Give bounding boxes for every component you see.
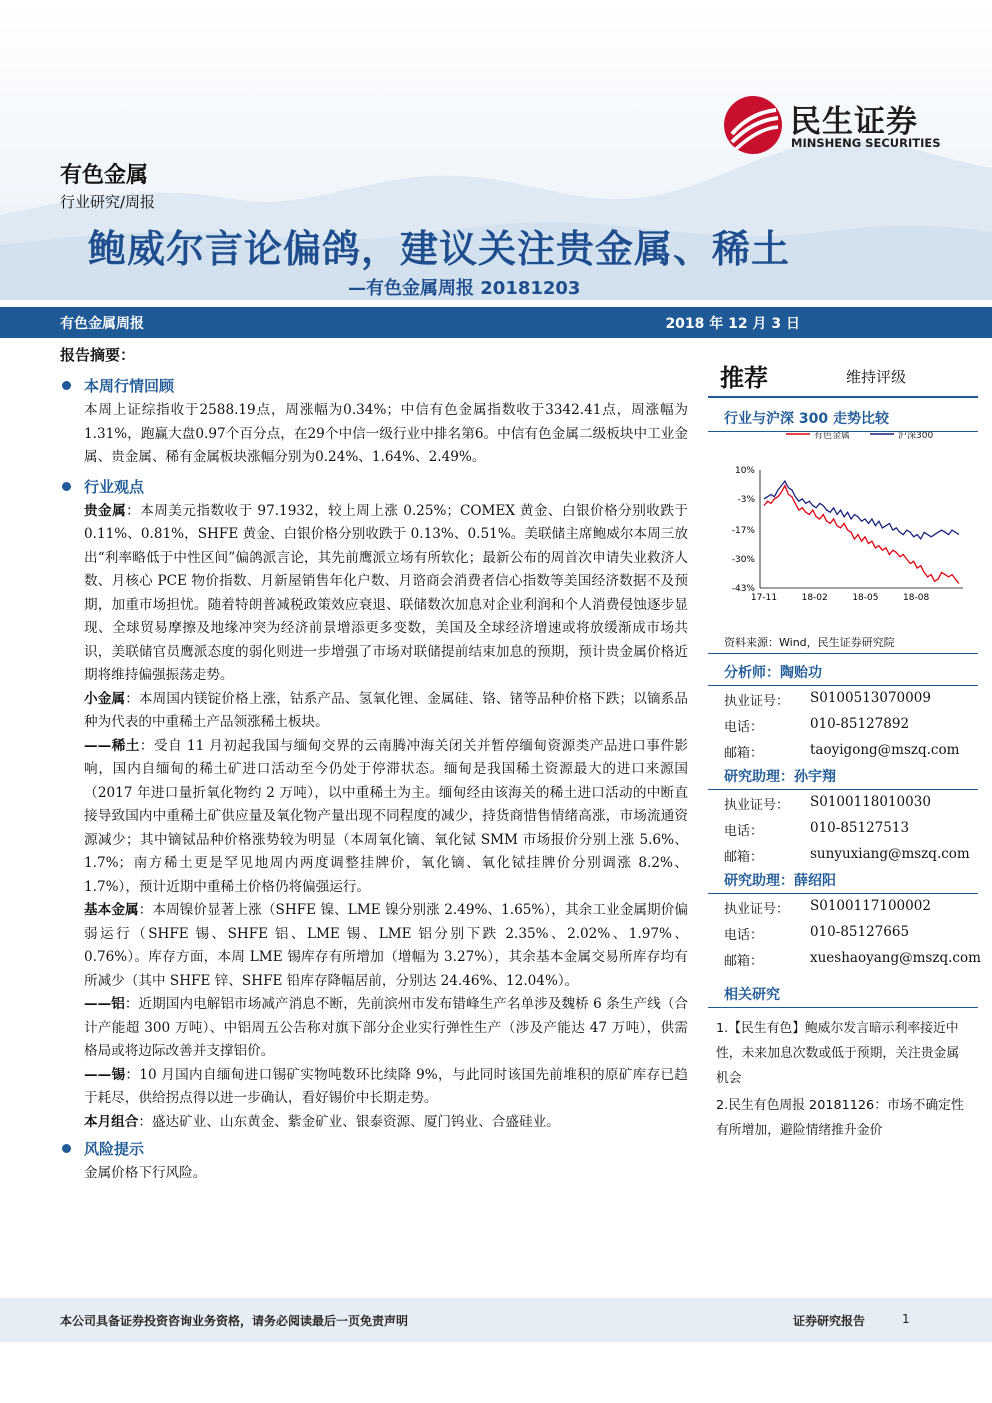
- logo-mark-icon: [722, 94, 784, 156]
- section-industry-view: 行业观点: [60, 474, 690, 500]
- para-aluminum: ——铝：近期国内电解铝市场减产消息不断，先前滨州市发布错峰生产名单涉及魏桥 6 条生产线（合计产能超 300 万吨）、中铝周五公告称对旗下部分企业实行弹性生产（涉及产能达 47 万吨），供需格局或将边际改善并支撑铝价。: [84, 996, 688, 1059]
- related-heading: 相关研究: [708, 982, 978, 1008]
- x-tick-label: 17-11: [750, 593, 778, 603]
- analyst1-email: 邮箱： taoyigong@mszq.com: [724, 742, 960, 761]
- analyst1-phone: 电话： 010-85127892: [724, 716, 910, 735]
- label-aluminum: ——铝: [84, 996, 125, 1012]
- assistant1-license: 执业证号： S0100118010030: [724, 794, 931, 813]
- section-risk: 风险提示: [60, 1136, 690, 1162]
- report-title: 鲍威尔言论偏鸽，建议关注贵金属、稀土: [88, 227, 791, 271]
- assistant2-email: 邮箱： xueshaoyang@mszq.com: [724, 950, 981, 969]
- analyst1-license: 执业证号： S0100513070009: [724, 690, 931, 709]
- chart-axes: [760, 470, 963, 588]
- y-tick-label: -43%: [731, 584, 755, 594]
- label-minor-metals: 小金属: [84, 690, 126, 707]
- x-tick-label: 18-02: [801, 593, 828, 603]
- label-rare-earth: ——稀土: [84, 737, 140, 754]
- para-minor-metals: 小金属：本周国内镁锭价格上涨，钴系产品、氢氧化锂、金属硅、铬、锗等品种价格下跌；以镝系品种为代表的中重稀土产品领涨稀土板块。: [84, 690, 689, 730]
- trend-chart-svg: [708, 432, 978, 632]
- summary-heading: 报告摘要：: [60, 346, 136, 364]
- y-tick-label: -30%: [731, 555, 755, 566]
- page-footer: [0, 1298, 992, 1342]
- assistant1-email: 邮箱： sunyuxiang@mszq.com: [724, 846, 970, 865]
- label-tin: ——锡: [84, 1066, 126, 1083]
- band-date: 2018 年 12 月 3 日: [665, 316, 800, 332]
- y-tick-label: -3%: [737, 494, 755, 505]
- footer-page-number: 1: [902, 1312, 910, 1326]
- sidebar: [708, 342, 981, 1143]
- label-portfolio: 本月组合: [84, 1113, 139, 1130]
- footer-report-type: 证券研究报告: [793, 1314, 866, 1328]
- x-tick-label: 18-08: [903, 593, 930, 603]
- title-band: [0, 307, 992, 338]
- assistant1-phone: 电话： 010-85127513: [724, 820, 910, 839]
- para-rare-earth: ——稀土：受自 11 月初起我国与缅甸交界的云南腾冲海关闭关并暂停缅甸资源类产品进口事件影响，国内自缅甸的稀土矿进口活动至今仍处于停滞状态。缅甸是我国稀土资源最大的进口来源国（2017 年进口量折氧化物约 2 万吨），以中重稀土为主。缅甸经由该海关的稀土进口活动的中断直接导致国内中重稀土矿供应量及氧化物产量出现不同程度的减少，持货商惜售情绪高涨，市场流通资源减少；其中镝铽品种价格涨势较为明显（本周氧化镝、氧化铽 SMM 市场报价分别上涨 5.6%、1.7%；南方稀土更是罕见地周内两度调整挂牌价，氧化镝、氧化铽挂牌价分别调涨 8.2%、1.7%），预计近期中重稀土价格仍将偏强运行。: [84, 737, 689, 895]
- x-tick-label: 18-05: [852, 593, 879, 603]
- assistant2-license: 执业证号： S0100117100002: [724, 898, 931, 917]
- chart-source: 资料来源：Wind，民生证券研究院: [708, 632, 978, 654]
- sector-label: 有色金属: [60, 163, 149, 188]
- footer-disclaimer: 本公司具备证券投资咨询业务资格，请务必阅读最后一页免责声明: [60, 1314, 409, 1328]
- legend-label-csi300: 沪深300: [898, 432, 934, 441]
- report-subtitle: —有色金属周报 20181203: [348, 278, 581, 299]
- para-portfolio: 本月组合：盛达矿业、山东黄金、紫金矿业、银泰资源、厦门钨业、合盛硅业。: [84, 1113, 560, 1130]
- label-base-metals: 基本金属: [84, 902, 139, 918]
- y-tick-label: 10%: [734, 466, 755, 476]
- assistant2-phone: 电话： 010-85127665: [724, 924, 910, 943]
- logo-text-cn: 民生证券: [790, 104, 918, 140]
- trend-chart: [708, 432, 978, 632]
- series-line-csi300: [764, 481, 959, 539]
- logo-text-en: MINSHENG SECURITIES: [791, 136, 941, 150]
- para-precious-metals: 贵金属：本周美元指数收于 97.1932，较上周上涨 0.25%；COMEX 黄金、白银价格分别收跌于 0.11%、0.81%，SHFE 黄金、白银价格分别收跌于 0.13%、0.51%。美联储主席鲍威尔本周三放出“利率略低于中性区间”偏鸽派言论，其先前鹰派立场有所软化；最新公布的周首次申请失业救济人数、月核心 PCE 物价指数、月新屋销售年化户数、月谘商会消费者信心指数等美国经济数据不及预期，加重市场担忧。随着特朗普减税政策效应衰退、联储数次加息对企业利润和个人消费侵蚀逐步显现、全球贸易摩擦及地缘冲突为经济前景增添更多变数，美国及全球经济增速或将放缓渐成市场共识，美联储官员鹰派态度的弱化则进一步增强了市场对联储提前结束加息的预期，预计贵金属价格近期将维持偏强振荡走势。: [84, 502, 688, 683]
- summary-column: [60, 344, 690, 1186]
- assistant1-heading: 研究助理：孙宇翔: [708, 764, 978, 790]
- para-tin: ——锡：10 月国内自缅甸进口锡矿实物吨数环比续降 9%，与此同时该国先前堆积的原矿库存已趋于耗尽，供给拐点得以进一步确认，看好锡价中长期走势。: [84, 1066, 688, 1106]
- related-item-1[interactable]: 1.【民生有色】鲍威尔发言暗示利率接近中性，未来加息次数或低于预期，关注贵金属机会: [716, 1021, 960, 1086]
- risk-text: 金属价格下行风险。: [84, 1165, 207, 1181]
- y-tick-label: -17%: [731, 526, 755, 537]
- analyst-heading: 分析师：陶贻功: [708, 660, 978, 686]
- assistant2-heading: 研究助理：薛绍阳: [708, 868, 978, 894]
- chart-heading: 行业与沪深 300 走势比较: [708, 406, 978, 432]
- rating-value: 维持评级: [846, 368, 907, 386]
- market-review-text: 本周上证综指收于2588.19点，周涨幅为0.34%；中信有色金属指数收于3342.41点，周涨幅为1.31%，跑赢大盘0.97个百分点，在29个中信一级行业中排名第6。中信有色金属二级板块中工业金属、贵金属、稀有金属板块涨幅分别为0.24%、1.64%、2.49%。: [84, 402, 688, 465]
- band-report-name: 有色金属周报: [60, 316, 144, 332]
- section-market-review: 本周行情回顾: [60, 373, 690, 399]
- para-base-metals: 基本金属：本周镍价显著上涨（SHFE 镍、LME 镍分别涨 2.49%、1.65%），其余工业金属期价偏弱运行（SHFE 锡、SHFE 铝、LME 锡、LME 铝分别下跌 2.35%、2.02%、1.97%、0.76%）。库存方面，本周 LME 锡库存有所增加（增幅为 3.27%），其余基本金属交易所库存均有所减少（其中 SHFE 锌、SHFE 铅库存降幅居前，分别达 24.46%、12.04%）。: [84, 902, 689, 989]
- company-logo: [722, 94, 962, 158]
- label-precious-metals: 贵金属: [84, 502, 127, 519]
- rating-box: [708, 342, 978, 398]
- related-item-2[interactable]: 2.民生有色周报 20181126：市场不确定性有所增加，避险情绪推升金价: [716, 1098, 964, 1138]
- report-type: 行业研究/周报: [60, 193, 156, 211]
- series-line-industry: [764, 486, 959, 584]
- legend-label-industry: 有色金属: [814, 432, 851, 441]
- rating-label: 推荐: [720, 364, 768, 392]
